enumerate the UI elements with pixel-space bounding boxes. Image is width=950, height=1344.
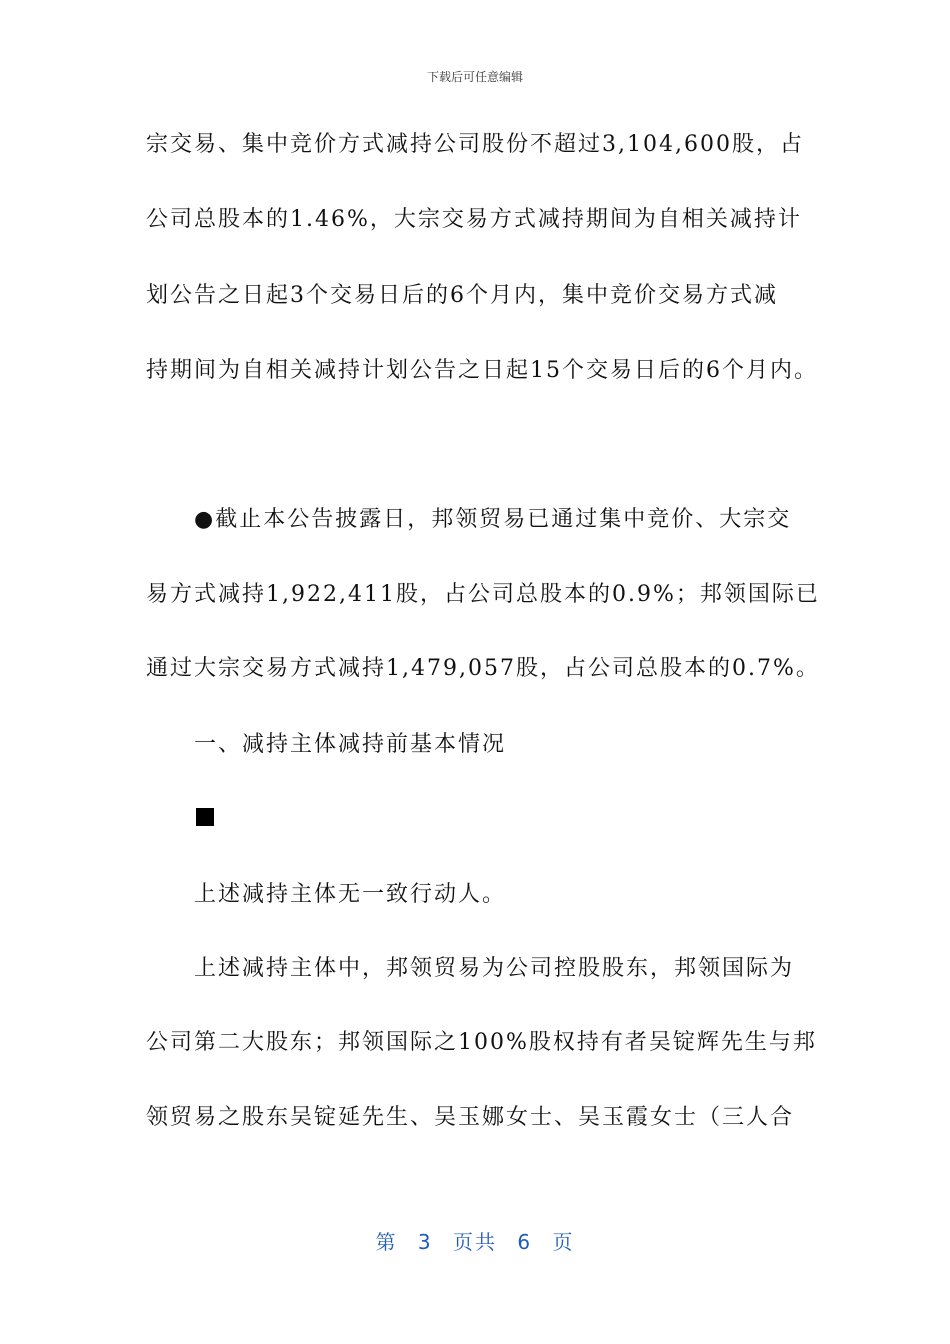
footer-prefix: 第 [375,1230,398,1254]
paragraph1-line2: 公司总股本的1.46%，大宗交易方式减持期间为自相关减持计 [146,207,802,232]
footer-middle: 页共 [453,1230,497,1254]
paragraph2-line1: ●截止本公告披露日，邦领贸易已通过集中竞价、大宗交 [194,507,792,532]
footer-suffix: 页 [552,1230,575,1254]
footer-page-number: 3 [417,1230,433,1254]
page-header: 下载后可任意编辑 [426,70,523,84]
paragraph4-line3: 领贸易之股东吴锭延先生、吴玉娜女士、吴玉霞女士（三人合 [146,1105,795,1130]
paragraph1-line1: 宗交易、集中竞价方式减持公司股份不超过3,104,600股，占 [146,132,804,157]
paragraph1-line3: 划公告之日起3个交易日后的6个月内，集中竞价交易方式减 [146,283,778,308]
square-bullet-icon [196,808,214,826]
page-footer [0,1226,950,1255]
section-heading: 一、减持主体减持前基本情况 [194,732,507,757]
paragraph2-line3: 通过大宗交易方式减持1,479,057股，占公司总股本的0.7%。 [146,656,820,681]
paragraph4-line1: 上述减持主体中，邦领贸易为公司控股股东，邦领国际为 [194,956,795,981]
paragraph2-line2: 易方式减持1,922,411股，占公司总股本的0.9%；邦领国际已 [146,582,820,607]
paragraph4-line2: 公司第二大股东；邦领国际之100%股权持有者吴锭辉先生与邦 [146,1030,817,1055]
paragraph1-line4: 持期间为自相关减持计划公告之日起15个交易日后的6个月内。 [146,358,818,383]
paragraph3: 上述减持主体无一致行动人。 [194,882,507,907]
footer-total-pages: 6 [517,1230,533,1254]
